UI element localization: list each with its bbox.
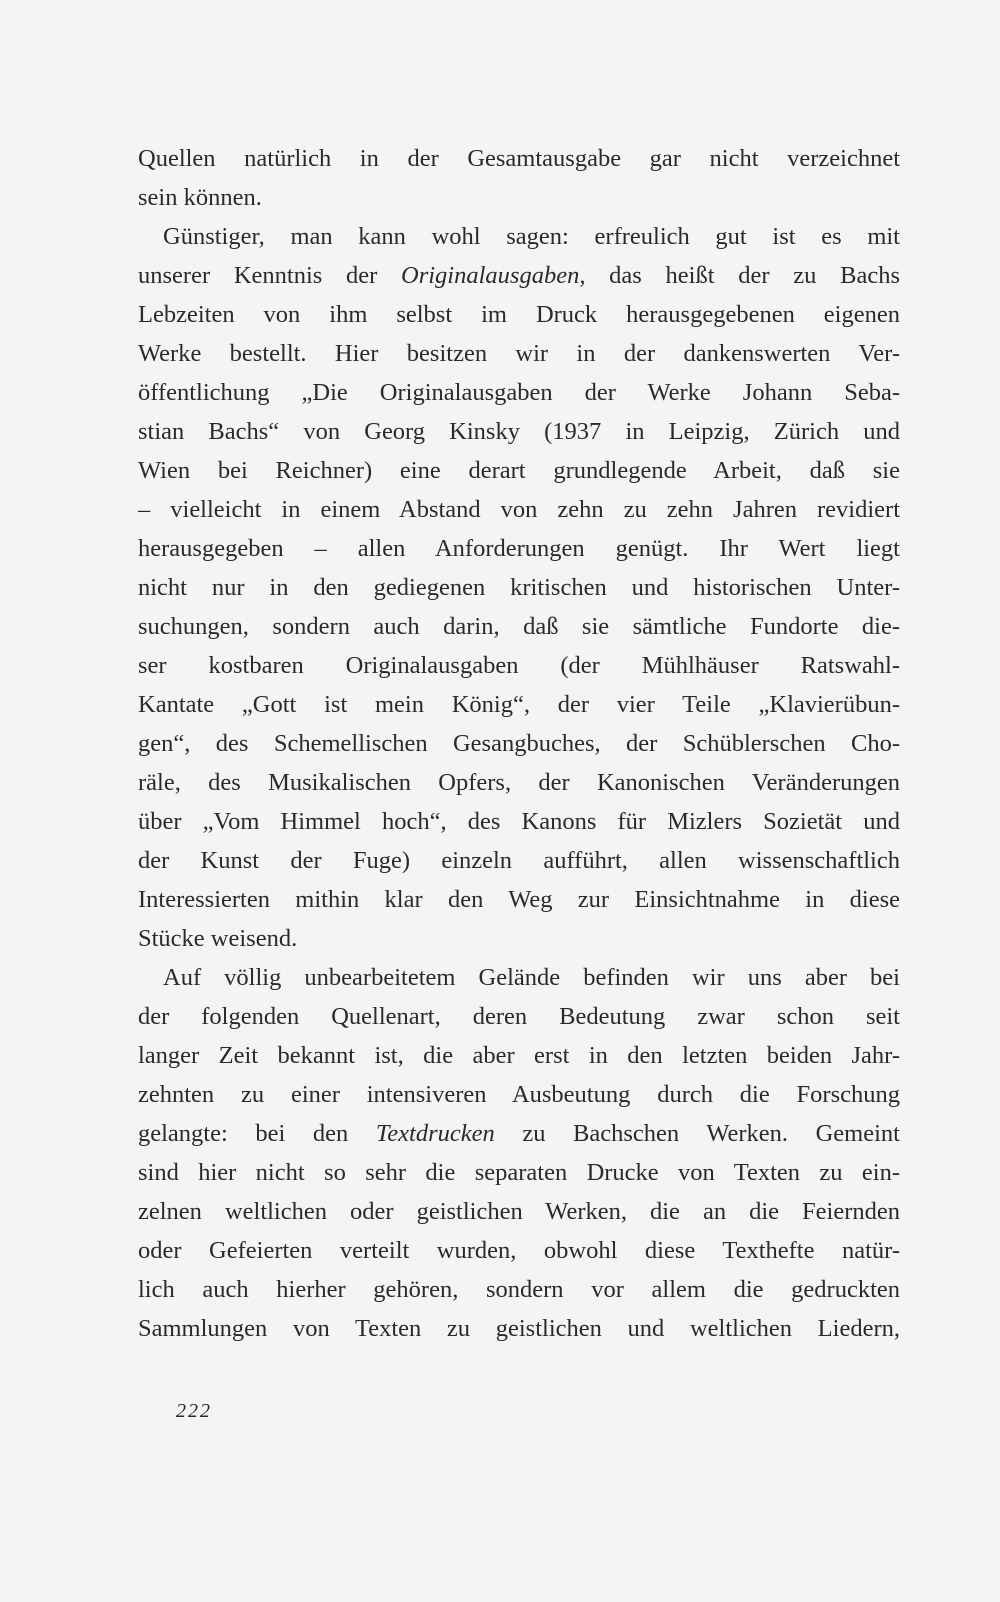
text-line: langer Zeit bekannt ist, die aber erst in den letzten beiden Jahr- (138, 1042, 900, 1069)
body-text (138, 139, 900, 1348)
text-line: der Kunst der Fuge) einzeln aufführt, allen wissenschaftlich (138, 847, 900, 874)
text-line: Wien bei Reichner) eine derart grundlegende Arbeit, daß sie (138, 457, 900, 484)
text-line: Quellen natürlich in der Gesamtausgabe gar nicht verzeichnet (138, 145, 900, 172)
text-line: lich auch hierher gehören, sondern vor allem die gedruckten (138, 1276, 900, 1303)
text-line: Lebzeiten von ihm selbst im Druck herausgegebenen eigenen (138, 301, 900, 328)
text-line: öffentlichung „Die Originalausgaben der Werke Johann Seba- (138, 379, 900, 406)
text-line: Stücke weisend. (138, 925, 298, 952)
text-line: Kantate „Gott ist mein König“, der vier Teile „Klavierübun- (138, 691, 900, 718)
text-line: – vielleicht in einem Abstand von zehn zu zehn Jahren revidiert (138, 496, 900, 523)
text-segment: gelangte: bei den (138, 1120, 376, 1147)
text-line: Auf völlig unbearbeitetem Gelände befinden wir uns aber bei (163, 964, 900, 991)
text-line (138, 256, 900, 295)
text-line: sind hier nicht so sehr die separaten Drucke von Texten zu ein- (138, 1159, 900, 1186)
text-line: stian Bachs“ von Georg Kinsky (1937 in Leipzig, Zürich und (138, 418, 900, 445)
text-line: herausgegeben – allen Anforderungen genügt. Ihr Wert liegt (138, 535, 900, 562)
italic-term: Textdrucken (375, 1120, 495, 1147)
text-line: oder Gefeierten verteilt wurden, obwohl diese Texthefte natür- (138, 1237, 900, 1264)
text-line: Werke bestellt. Hier besitzen wir in der dankenswerten Ver- (138, 340, 900, 367)
text-line: zehnten zu einer intensiveren Ausbeutung durch die Forschung (138, 1081, 900, 1108)
text-line: suchungen, sondern auch darin, daß sie sämtliche Fundorte die- (138, 613, 900, 640)
text-line: gen“, des Schemellischen Gesangbuches, der Schüblerschen Cho- (138, 730, 900, 757)
text-line: der folgenden Quellenart, deren Bedeutung zwar schon seit (138, 1003, 900, 1030)
text-line (138, 1114, 900, 1153)
text-line: Günstiger, man kann wohl sagen: erfreulich gut ist es mit (163, 223, 900, 250)
text-line: Interessierten mithin klar den Weg zur Einsichtnahme in diese (138, 886, 900, 913)
text-line: zelnen weltlichen oder geistlichen Werken, die an die Feiernden (138, 1198, 900, 1225)
text-line: ser kostbaren Originalausgaben (der Mühlhäuser Ratswahl- (138, 652, 900, 679)
page-number: 222 (176, 1400, 212, 1422)
text-segment: zu Bachschen Werken. Gemeint (494, 1120, 900, 1147)
text-line: nicht nur in den gediegenen kritischen und historischen Unter- (138, 574, 900, 601)
text-line: sein können. (138, 184, 262, 211)
text-line: Sammlungen von Texten zu geistlichen und weltlichen Liedern, (138, 1315, 900, 1342)
text-line: über „Vom Himmel hoch“, des Kanons für Mizlers Sozietät und (138, 808, 900, 835)
italic-term: Originalausgaben, (401, 262, 586, 289)
text-segment: unserer Kenntnis der (138, 262, 402, 289)
text-line: räle, des Musikalischen Opfers, der Kanonischen Veränderungen (138, 769, 900, 796)
text-segment: das heißt der zu Bachs (585, 262, 900, 289)
